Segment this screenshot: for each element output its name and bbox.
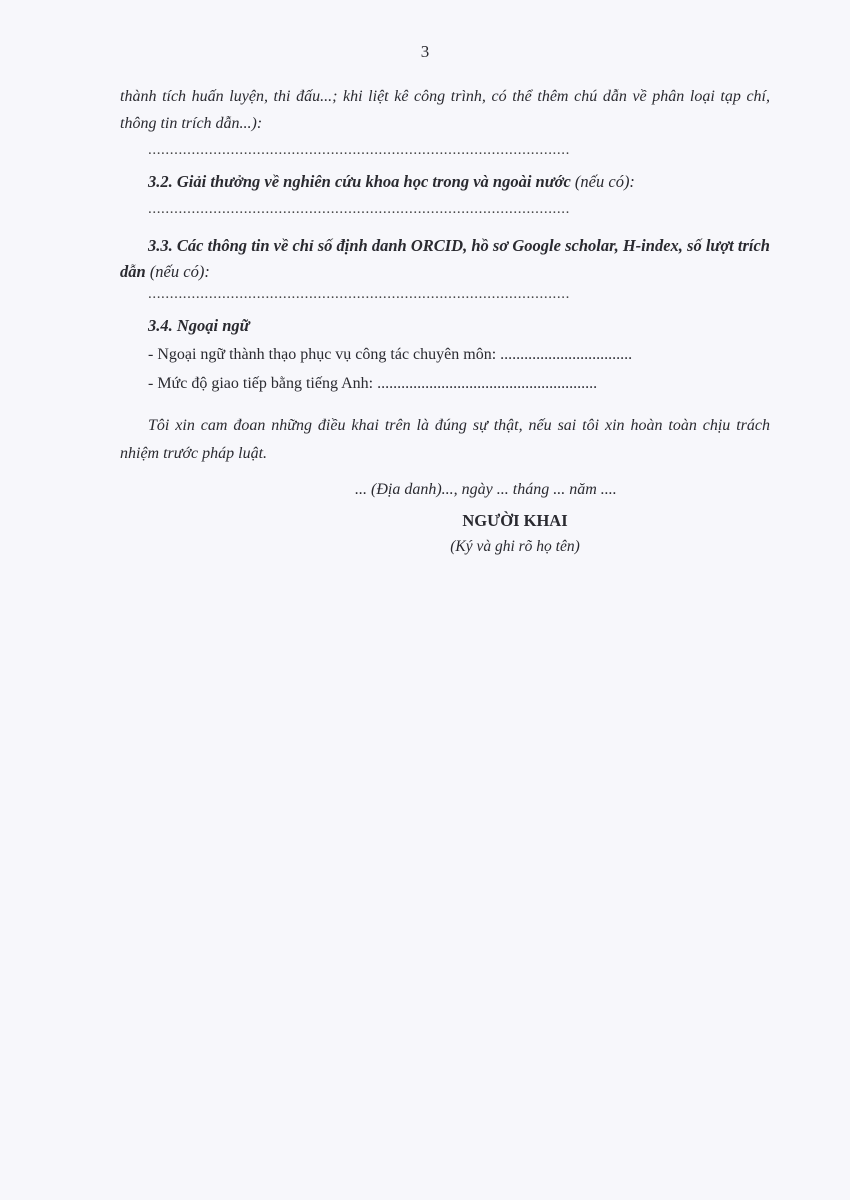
fill-in-line-3-2: ................................................................................................. (148, 201, 570, 217)
section-3-2-heading (148, 172, 635, 192)
section-3-2-title: 3.2. Giải thưởng về nghiên cứu khoa học trong và ngoài nước (148, 172, 571, 191)
place-date-line: ... (Địa danh)..., ngày ... tháng ... năm .... (355, 481, 617, 498)
section-3-4-title: 3.4. Ngoại ngữ (148, 316, 250, 335)
section-3-3-note: (nếu có): (145, 262, 210, 281)
signer-note: (Ký và ghi rõ họ tên) (450, 538, 580, 555)
page-number: 3 (420, 42, 430, 61)
fill-in-line-3-1: ................................................................................................. (148, 142, 570, 158)
signer-title: NGƯỜI KHAI (462, 511, 568, 530)
section-3-3-heading (120, 233, 770, 285)
intro-paragraph: thành tích huấn luyện, thi đấu...; khi liệt kê công trình, có thể thêm chú dẫn về phân loại tạp chí, thông tin trích dẫn...): (120, 88, 770, 132)
section-3-2-note: (nếu có): (570, 172, 635, 191)
foreign-language-line: - Ngoại ngữ thành thạo phục vụ công tác chuyên môn: ................................. (148, 346, 633, 363)
fill-in-line-3-3: ................................................................................................. (148, 286, 570, 302)
section-3-3-title: 3.3. Các thông tin về chỉ số định danh ORCID, hồ sơ Google scholar, H-index, số lượt trích dẫn (120, 236, 770, 281)
commitment-paragraph: Tôi xin cam đoan những điều khai trên là đúng sự thật, nếu sai tôi xin hoàn toàn chịu trách nhiệm trước pháp luật. (120, 417, 770, 462)
english-level-line: - Mức độ giao tiếp bằng tiếng Anh: ....................................................... (148, 375, 598, 392)
